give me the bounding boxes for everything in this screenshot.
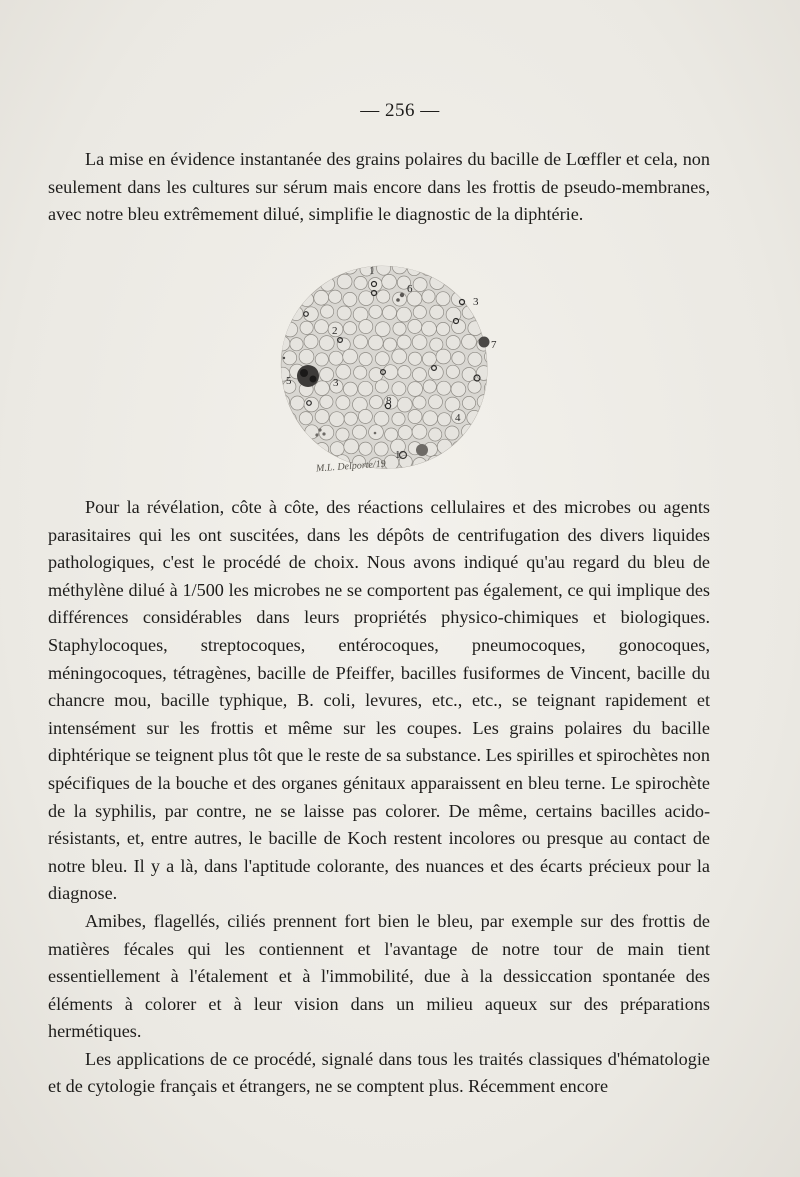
red-blood-cell [304,307,319,322]
red-blood-cell [265,380,280,395]
red-blood-cell [304,335,318,349]
red-blood-cell [315,353,328,366]
red-blood-cell [477,395,491,409]
red-blood-cell [469,262,483,276]
red-blood-cell [491,365,502,378]
red-blood-cell [486,291,500,305]
red-blood-cell [485,259,500,274]
red-blood-cell [397,335,411,349]
red-blood-cell [370,396,383,409]
red-blood-cell [462,278,476,292]
figure-label: 4 [455,412,461,424]
red-blood-cell [299,412,312,425]
intro-section [48,146,710,229]
red-blood-cell [446,336,460,350]
red-blood-cell [354,335,368,349]
body-paragraph: Amibes, flagellés, ciliés prennent fort bien le bleu, par exemple sur des frottis de matières fécales qui les contiennent et l'avantage de notre tour de main tient essentiellement à l'étalement et à l'immobilité, due à la dessiccation spontanée des éléments à colorer et à leur vision dans un milieu aqueux sur des préparations hermétiques. [48,910,710,1042]
red-blood-cell [437,322,450,335]
red-blood-cell [283,322,298,337]
red-blood-cell [491,397,502,412]
red-blood-cell [276,426,291,441]
red-blood-cell [319,425,334,440]
red-blood-cell [336,396,350,410]
red-blood-cell [288,274,303,289]
page-number: — 256 — [360,100,440,121]
red-blood-cell [412,368,426,382]
red-blood-cell [343,292,357,306]
red-blood-cell [305,425,319,439]
red-blood-cell [344,439,359,454]
red-blood-cell [375,352,389,366]
red-blood-cell [337,274,352,289]
red-blood-cell [478,428,491,441]
figure-signature: M.L. Delporte/19 [315,458,387,475]
figure-label: 2 [332,325,338,337]
red-blood-cell [315,443,328,456]
red-blood-cell [436,259,451,274]
red-blood-cell [284,260,298,274]
red-blood-cell [298,439,313,454]
red-blood-cell [375,322,390,337]
figure-label: 7 [491,339,497,351]
red-blood-cell [377,290,390,303]
red-blood-cell [329,290,342,303]
red-blood-cell [429,428,442,441]
figure-label: 8 [386,395,392,407]
figure-label: 5 [286,375,292,387]
red-blood-cell [422,290,435,303]
figure-label: 3 [473,296,479,308]
red-blood-cell [315,410,329,424]
red-blood-cell [413,458,427,472]
red-blood-cell [452,441,465,454]
red-blood-cell [343,259,358,274]
red-blood-cell [328,261,342,275]
red-blood-cell [319,336,334,351]
red-blood-cell [490,307,502,322]
red-blood-cell [275,336,290,351]
red-blood-cell [421,262,435,276]
red-blood-cell [430,305,444,319]
red-blood-cell [344,412,357,425]
red-blood-cell [408,410,422,424]
red-blood-cell [468,352,482,366]
red-blood-cell [436,349,451,364]
red-blood-cell [392,349,407,364]
red-blood-cell [359,353,372,366]
red-blood-cell [358,381,373,396]
red-blood-cell [266,353,279,366]
red-blood-cell [290,338,303,351]
red-blood-cell [393,322,406,335]
body-section [48,494,710,1101]
red-blood-cell [423,411,438,426]
red-blood-cell [476,366,491,381]
red-blood-cell [408,352,421,365]
red-blood-cell [289,307,303,321]
red-blood-cell [320,368,334,382]
red-blood-cell [453,262,466,275]
red-blood-cell [468,380,481,393]
red-blood-cell [392,412,405,425]
red-blood-cell [275,277,289,291]
red-blood-cell [266,443,279,456]
red-blood-cell [392,382,406,396]
red-blood-cell [398,366,411,379]
red-blood-cell [353,425,367,439]
red-blood-cell [374,442,388,456]
red-blood-cell [398,426,412,440]
red-blood-cell [383,306,397,320]
red-blood-cell [291,428,304,441]
red-blood-cell [290,396,304,410]
stained-leucocyte [297,365,319,387]
red-blood-cell [397,307,412,322]
figure-label: 3 [333,377,339,389]
figure-label: 1 [395,449,401,461]
red-blood-cell [265,410,279,424]
red-blood-cell [393,292,407,306]
red-blood-cell [300,321,313,334]
red-blood-cell [422,321,437,336]
red-blood-cell [438,413,451,426]
red-blood-cell [375,380,388,393]
red-blood-cell [299,260,314,275]
red-blood-cell [266,290,281,305]
red-blood-cell [413,278,427,292]
red-blood-cell [369,368,383,382]
red-blood-cell [462,396,475,409]
red-blood-cell [451,382,466,397]
red-blood-cell [445,455,458,468]
red-blood-cell [446,365,459,378]
figure-label: 1 [369,265,375,277]
red-blood-cell [336,428,349,441]
red-blood-cell [276,458,290,472]
red-blood-cell [408,319,422,333]
red-blood-cell [377,261,391,275]
red-blood-cell [467,410,482,425]
red-blood-cell [428,456,443,471]
body-paragraph: Les applications de ce procédé, signalé dans tous les traités classiques d'hématologie et de cytologie français et étrangers, ne se comptent plus. Récemment encore [48,1048,710,1097]
red-blood-cell [300,293,314,307]
red-blood-cell [329,351,343,365]
red-blood-cell [490,275,502,288]
red-blood-cell [358,409,372,423]
red-blood-cell [321,305,334,318]
red-blood-cell [468,321,483,336]
red-blood-cell [276,305,289,318]
red-blood-cell [413,396,426,409]
red-blood-cell [383,338,396,351]
red-blood-cell [282,441,296,455]
red-blood-cell [484,413,497,426]
red-blood-cell [315,320,329,334]
red-blood-cell [354,276,367,289]
red-blood-cell [412,335,427,350]
red-blood-cell [337,306,351,320]
red-blood-cell [493,455,503,468]
microscopy-figure [262,258,502,488]
red-blood-cell [284,290,297,303]
red-blood-cell [314,290,329,305]
red-blood-cell [330,442,344,456]
red-blood-cell [445,426,459,440]
stained-granule [479,337,490,348]
red-blood-cell [429,395,443,409]
red-blood-cell [492,426,502,440]
red-blood-cell [477,456,492,471]
microscopy-illustration [262,258,502,488]
red-blood-cell [369,305,382,318]
red-blood-cell [462,424,477,439]
red-blood-cell [368,278,382,292]
body-paragraph: Pour la révélation, côte à côte, des réactions cellulaires et des microbes ou agents parasitaires qui les ont suscitées, dans les dépôts de centrifugation des divers liquides pathologiques, c'est le procédé de choix. Nous avons indiqué qu'au regard du bleu de méthylène dilué à 1/500 les microbes ne se comportent pas également, ce qui implique des différences considérables dans leurs propriétés physico-chimiques et biologiques. Staphylocoques, streptocoques, entérocoques, pneumocoques, gonocoques, méningocoques, tétragènes, bacille de Pfeiffer, bacilles fusiformes de Vincent, bacille du chancre mou, bacille typhique, B. coli, levures, etc., etc., se teignant rapidement et intensément sur les frottis et même sur les coupes. Les grains polaires du bacille diphtérique se teignent plus tôt que le reste de sa substance. Les spirilles et spirochètes non spécifiques de la bouche et des organes génitaux apparaissent en bleu terne. Le spirochète de la syphilis, par contre, ne se laisse pas colorer. De même, certains bacilles acido-résistants, et, entre autres, le bacille de Koch restent incolores ou presque au contact de notre bleu. Il y a là, dans l'aptitude colorante, des nuances et des écarts précieux pour la diagnose. [48,497,710,904]
red-blood-cell [343,322,356,335]
red-blood-cell [359,320,373,334]
red-blood-cell [447,276,460,289]
red-blood-cell [321,277,335,291]
red-blood-cell [462,457,476,471]
red-blood-cell [483,440,498,455]
red-blood-cell [368,335,383,350]
red-blood-cell [397,397,412,412]
red-blood-cell [452,352,465,365]
red-blood-cell [314,263,327,276]
red-blood-cell [354,366,367,379]
red-blood-cell [486,323,499,336]
red-blood-cell [467,443,481,457]
red-blood-cell [282,412,297,427]
red-blood-cell [382,274,397,289]
red-blood-cell [475,275,490,290]
red-blood-cell [413,306,426,319]
red-blood-cell [423,380,436,393]
red-blood-cell [329,412,344,427]
red-blood-cell [422,352,436,366]
red-blood-cell [374,411,389,426]
red-blood-cell [304,277,317,290]
red-blood-cell [320,395,333,408]
red-blood-cell [343,382,357,396]
red-blood-cell [266,320,280,334]
red-blood-cell [437,381,451,395]
red-blood-cell [315,381,330,396]
red-blood-cell [462,334,477,349]
red-blood-cell [412,424,427,439]
red-blood-cell [359,442,372,455]
figure-label: 6 [407,283,413,295]
red-blood-cell [343,349,358,364]
intro-paragraph: La mise en évidence instantanée des grains polaires du bacille de Lœffler et cela, non seulement dans les cultures sur sérum mais encore dans les frottis de pseudo-membranes, avec notre bleu extrêmement dilué, simplifie le diagnostic de la diphtérie. [48,149,710,225]
red-blood-cell [267,263,280,276]
red-blood-cell [291,454,306,469]
red-blood-cell [436,292,450,306]
red-blood-cell [369,425,384,440]
red-blood-cell [299,349,314,364]
red-blood-cell [408,382,423,397]
